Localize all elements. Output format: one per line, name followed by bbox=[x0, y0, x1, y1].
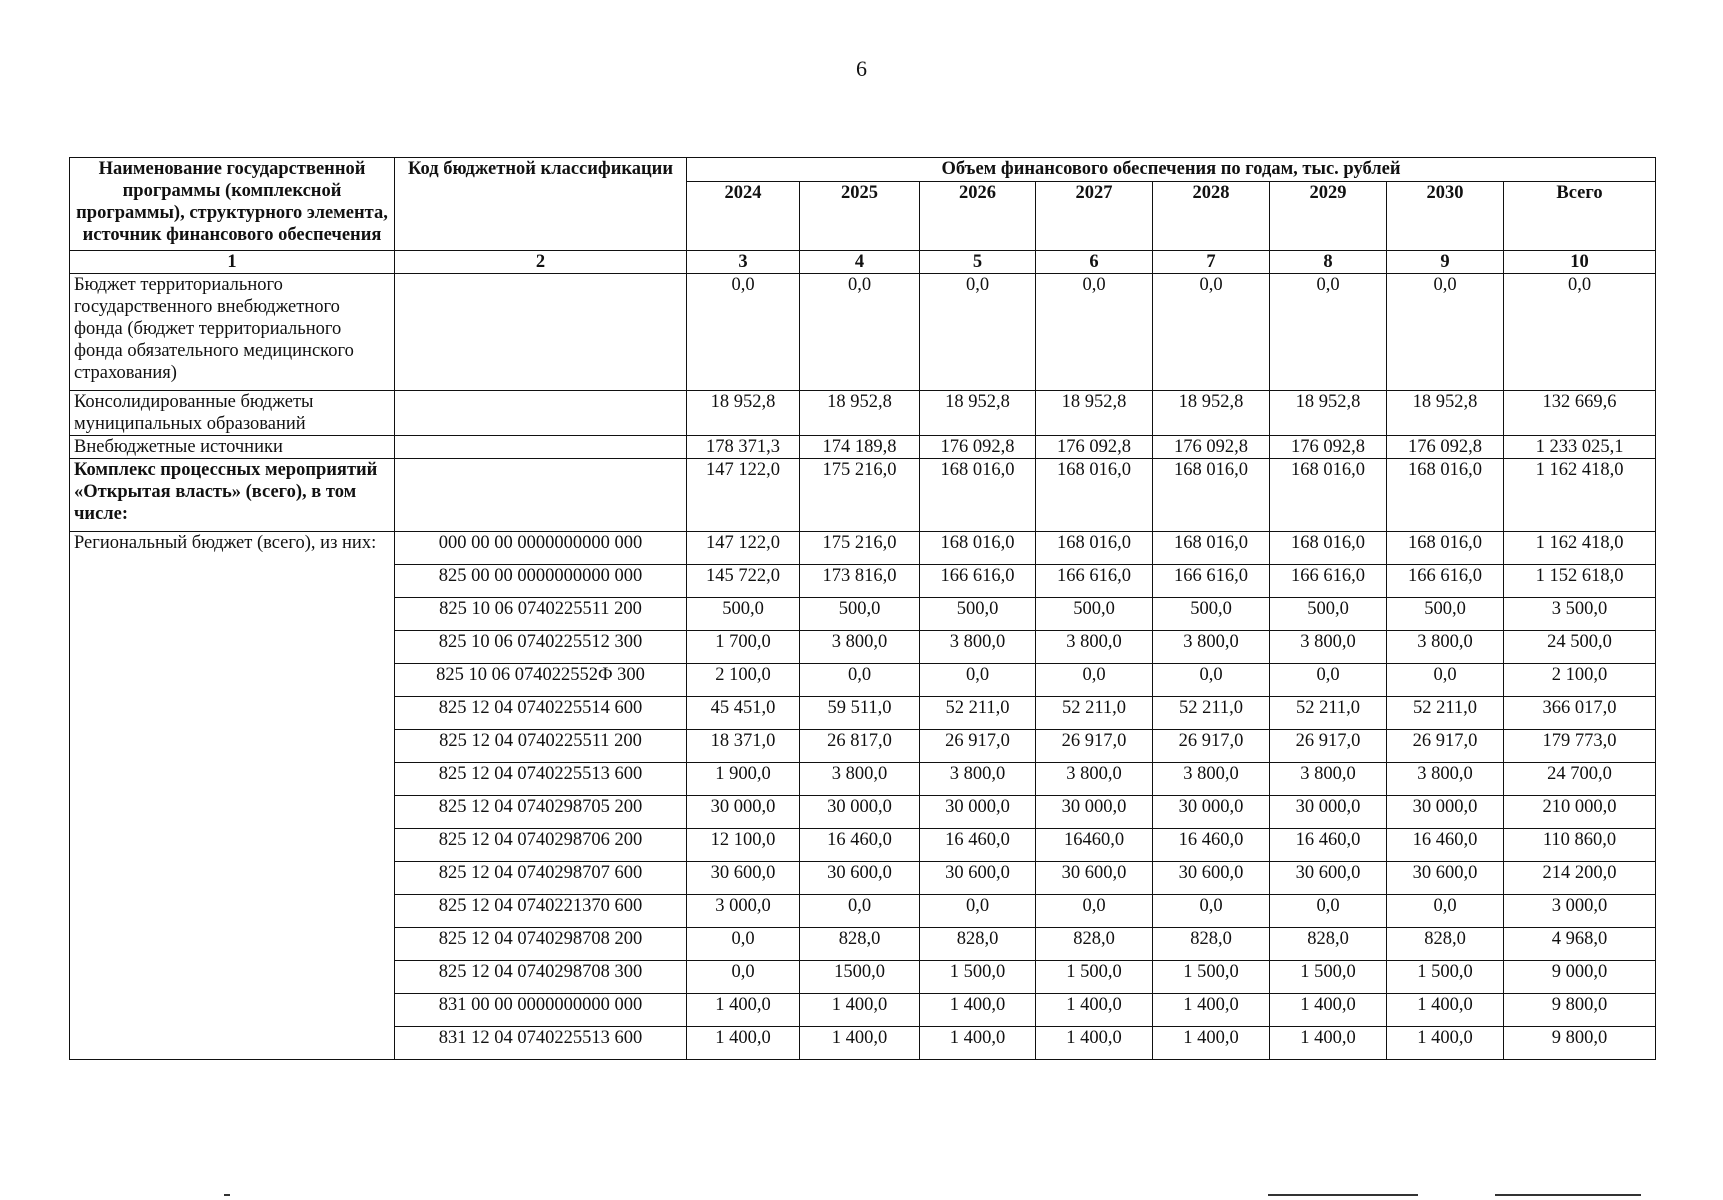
row-value: 52 211,0 bbox=[1270, 697, 1387, 730]
row-value: 210 000,0 bbox=[1504, 796, 1656, 829]
row-value: 2 100,0 bbox=[687, 664, 800, 697]
row-value: 3 800,0 bbox=[1270, 763, 1387, 796]
row-name: Консолидированные бюджеты муниципальных образований bbox=[70, 391, 395, 436]
row-value: 1 400,0 bbox=[1387, 1027, 1504, 1060]
row-code: 825 12 04 0740298708 300 bbox=[395, 961, 687, 994]
column-number: 10 bbox=[1504, 251, 1656, 274]
row-value: 3 000,0 bbox=[687, 895, 800, 928]
row-value: 16460,0 bbox=[1036, 829, 1153, 862]
row-value: 52 211,0 bbox=[920, 697, 1036, 730]
row-value: 3 800,0 bbox=[1036, 631, 1153, 664]
row-value: 1 400,0 bbox=[1036, 994, 1153, 1027]
footer-mark bbox=[1495, 1194, 1641, 1196]
row-value: 168 016,0 bbox=[1153, 532, 1270, 565]
header-year: 2029 bbox=[1270, 182, 1387, 251]
row-value: 3 000,0 bbox=[1504, 895, 1656, 928]
row-value: 828,0 bbox=[1153, 928, 1270, 961]
row-value: 0,0 bbox=[800, 274, 920, 391]
row-value: 30 000,0 bbox=[920, 796, 1036, 829]
row-value: 500,0 bbox=[920, 598, 1036, 631]
row-value: 166 616,0 bbox=[1153, 565, 1270, 598]
row-value: 26 917,0 bbox=[1387, 730, 1504, 763]
header-total: Всего bbox=[1504, 182, 1656, 251]
row-value: 26 917,0 bbox=[920, 730, 1036, 763]
row-value: 0,0 bbox=[1387, 664, 1504, 697]
row-value: 214 200,0 bbox=[1504, 862, 1656, 895]
row-value: 0,0 bbox=[687, 961, 800, 994]
row-value: 1 400,0 bbox=[1153, 1027, 1270, 1060]
row-value: 173 816,0 bbox=[800, 565, 920, 598]
row-value: 176 092,8 bbox=[1387, 436, 1504, 459]
row-value: 0,0 bbox=[1153, 895, 1270, 928]
row-value: 500,0 bbox=[1153, 598, 1270, 631]
table-row bbox=[70, 391, 1656, 436]
row-code bbox=[395, 274, 687, 391]
row-value: 3 800,0 bbox=[800, 763, 920, 796]
row-value: 168 016,0 bbox=[920, 532, 1036, 565]
header-year: 2025 bbox=[800, 182, 920, 251]
row-value: 147 122,0 bbox=[687, 459, 800, 532]
row-value: 366 017,0 bbox=[1504, 697, 1656, 730]
row-value: 9 000,0 bbox=[1504, 961, 1656, 994]
table-row bbox=[70, 532, 1656, 565]
row-value: 168 016,0 bbox=[1036, 532, 1153, 565]
row-value: 168 016,0 bbox=[1270, 532, 1387, 565]
row-value: 30 000,0 bbox=[1153, 796, 1270, 829]
row-code: 825 10 06 0740225511 200 bbox=[395, 598, 687, 631]
row-value: 18 952,8 bbox=[800, 391, 920, 436]
row-value: 26 817,0 bbox=[800, 730, 920, 763]
row-value: 30 600,0 bbox=[1036, 862, 1153, 895]
row-value: 500,0 bbox=[800, 598, 920, 631]
row-value: 12 100,0 bbox=[687, 829, 800, 862]
row-value: 1 700,0 bbox=[687, 631, 800, 664]
column-number: 6 bbox=[1036, 251, 1153, 274]
row-value: 828,0 bbox=[1270, 928, 1387, 961]
column-number: 9 bbox=[1387, 251, 1504, 274]
page-number: 6 bbox=[856, 56, 867, 81]
row-value: 0,0 bbox=[800, 895, 920, 928]
row-value: 0,0 bbox=[1153, 664, 1270, 697]
row-value: 176 092,8 bbox=[1153, 436, 1270, 459]
column-number: 3 bbox=[687, 251, 800, 274]
row-name: Бюджет территориального государственного внебюджетного фонда (бюджет территориального фонда обязательного медицинского страхования) bbox=[70, 274, 395, 391]
row-value: 0,0 bbox=[1036, 274, 1153, 391]
row-value: 1 400,0 bbox=[920, 994, 1036, 1027]
row-value: 30 600,0 bbox=[800, 862, 920, 895]
row-value: 18 952,8 bbox=[1387, 391, 1504, 436]
row-value: 145 722,0 bbox=[687, 565, 800, 598]
row-value: 168 016,0 bbox=[1387, 459, 1504, 532]
row-code: 825 12 04 0740298706 200 bbox=[395, 829, 687, 862]
row-value: 1 400,0 bbox=[800, 1027, 920, 1060]
row-value: 0,0 bbox=[687, 274, 800, 391]
row-value: 0,0 bbox=[800, 664, 920, 697]
row-code: 825 10 06 0740225512 300 bbox=[395, 631, 687, 664]
header-budget-code: Код бюджетной классификации bbox=[395, 158, 687, 251]
row-value: 3 500,0 bbox=[1504, 598, 1656, 631]
row-value: 30 000,0 bbox=[687, 796, 800, 829]
row-value: 0,0 bbox=[1387, 895, 1504, 928]
footer-marks bbox=[0, 1188, 1723, 1200]
row-value: 166 616,0 bbox=[1036, 565, 1153, 598]
row-value: 175 216,0 bbox=[800, 459, 920, 532]
row-value: 52 211,0 bbox=[1036, 697, 1153, 730]
row-code bbox=[395, 459, 687, 532]
row-value: 178 371,3 bbox=[687, 436, 800, 459]
row-value: 1 500,0 bbox=[1270, 961, 1387, 994]
row-value: 1 500,0 bbox=[920, 961, 1036, 994]
row-code: 825 00 00 0000000000 000 bbox=[395, 565, 687, 598]
row-value: 3 800,0 bbox=[1387, 631, 1504, 664]
row-value: 1 233 025,1 bbox=[1504, 436, 1656, 459]
row-value: 500,0 bbox=[1387, 598, 1504, 631]
row-value: 110 860,0 bbox=[1504, 829, 1656, 862]
row-value: 0,0 bbox=[1036, 664, 1153, 697]
row-value: 30 600,0 bbox=[1387, 862, 1504, 895]
footer-mark bbox=[1268, 1194, 1418, 1196]
row-value: 175 216,0 bbox=[800, 532, 920, 565]
regional-budget-name: Региональный бюджет (всего), из них: bbox=[70, 532, 395, 1060]
row-value: 3 800,0 bbox=[1387, 763, 1504, 796]
row-value: 0,0 bbox=[1153, 274, 1270, 391]
row-value: 1 162 418,0 bbox=[1504, 532, 1656, 565]
row-value: 18 952,8 bbox=[1153, 391, 1270, 436]
row-name: Комплекс процессных мероприятий «Открытая власть» (всего), в том числе: bbox=[70, 459, 395, 532]
row-value: 16 460,0 bbox=[800, 829, 920, 862]
row-value: 166 616,0 bbox=[1387, 565, 1504, 598]
row-value: 26 917,0 bbox=[1153, 730, 1270, 763]
header-program-name: Наименование государственной программы (комплексной программы), структурного элемента, источник финансового обеспечения bbox=[70, 158, 395, 251]
row-value: 3 800,0 bbox=[1153, 763, 1270, 796]
row-value: 18 952,8 bbox=[687, 391, 800, 436]
row-value: 1 500,0 bbox=[1387, 961, 1504, 994]
row-value: 52 211,0 bbox=[1153, 697, 1270, 730]
row-value: 26 917,0 bbox=[1036, 730, 1153, 763]
row-code: 825 10 06 074022552Ф 300 bbox=[395, 664, 687, 697]
row-code bbox=[395, 436, 687, 459]
row-value: 828,0 bbox=[800, 928, 920, 961]
row-value: 24 500,0 bbox=[1504, 631, 1656, 664]
row-value: 1 900,0 bbox=[687, 763, 800, 796]
row-value: 30 000,0 bbox=[1270, 796, 1387, 829]
row-value: 176 092,8 bbox=[1036, 436, 1153, 459]
row-code: 000 00 00 0000000000 000 bbox=[395, 532, 687, 565]
row-value: 30 600,0 bbox=[1270, 862, 1387, 895]
header-years-group: Объем финансового обеспечения по годам, тыс. рублей bbox=[687, 158, 1656, 182]
row-value: 9 800,0 bbox=[1504, 1027, 1656, 1060]
row-value: 3 800,0 bbox=[1270, 631, 1387, 664]
row-value: 2 100,0 bbox=[1504, 664, 1656, 697]
row-code: 825 12 04 0740225514 600 bbox=[395, 697, 687, 730]
row-value: 1 400,0 bbox=[687, 994, 800, 1027]
row-value: 1 400,0 bbox=[1270, 994, 1387, 1027]
row-value: 30 600,0 bbox=[687, 862, 800, 895]
row-value: 30 000,0 bbox=[1387, 796, 1504, 829]
row-value: 24 700,0 bbox=[1504, 763, 1656, 796]
column-number: 7 bbox=[1153, 251, 1270, 274]
row-value: 1 400,0 bbox=[1270, 1027, 1387, 1060]
row-code: 831 12 04 0740225513 600 bbox=[395, 1027, 687, 1060]
row-value: 0,0 bbox=[920, 895, 1036, 928]
row-value: 168 016,0 bbox=[1387, 532, 1504, 565]
header-year: 2027 bbox=[1036, 182, 1153, 251]
row-value: 16 460,0 bbox=[920, 829, 1036, 862]
row-value: 1 400,0 bbox=[687, 1027, 800, 1060]
row-value: 0,0 bbox=[1036, 895, 1153, 928]
row-value: 18 952,8 bbox=[920, 391, 1036, 436]
column-number-row bbox=[70, 251, 1656, 274]
row-value: 168 016,0 bbox=[1153, 459, 1270, 532]
row-value: 1 400,0 bbox=[800, 994, 920, 1027]
column-number: 4 bbox=[800, 251, 920, 274]
row-value: 828,0 bbox=[1036, 928, 1153, 961]
row-value: 0,0 bbox=[1270, 664, 1387, 697]
row-name: Внебюджетные источники bbox=[70, 436, 395, 459]
financing-table bbox=[69, 157, 1656, 1060]
row-value: 45 451,0 bbox=[687, 697, 800, 730]
row-code bbox=[395, 391, 687, 436]
row-value: 18 952,8 bbox=[1036, 391, 1153, 436]
row-value: 1 500,0 bbox=[1153, 961, 1270, 994]
row-value: 30 600,0 bbox=[1153, 862, 1270, 895]
row-value: 3 800,0 bbox=[800, 631, 920, 664]
row-value: 168 016,0 bbox=[1036, 459, 1153, 532]
row-code: 831 00 00 0000000000 000 bbox=[395, 994, 687, 1027]
row-value: 1 152 618,0 bbox=[1504, 565, 1656, 598]
row-value: 168 016,0 bbox=[1270, 459, 1387, 532]
header-year: 2028 bbox=[1153, 182, 1270, 251]
row-code: 825 12 04 0740298708 200 bbox=[395, 928, 687, 961]
column-number: 1 bbox=[70, 251, 395, 274]
header-year: 2030 bbox=[1387, 182, 1504, 251]
row-value: 166 616,0 bbox=[1270, 565, 1387, 598]
footer-mark bbox=[224, 1194, 230, 1196]
row-value: 147 122,0 bbox=[687, 532, 800, 565]
row-value: 0,0 bbox=[1387, 274, 1504, 391]
row-value: 18 952,8 bbox=[1270, 391, 1387, 436]
row-value: 176 092,8 bbox=[920, 436, 1036, 459]
row-value: 174 189,8 bbox=[800, 436, 920, 459]
column-number: 8 bbox=[1270, 251, 1387, 274]
row-value: 828,0 bbox=[920, 928, 1036, 961]
row-value: 3 800,0 bbox=[1036, 763, 1153, 796]
header-year: 2024 bbox=[687, 182, 800, 251]
row-code: 825 12 04 0740225511 200 bbox=[395, 730, 687, 763]
table-row bbox=[70, 436, 1656, 459]
row-value: 16 460,0 bbox=[1270, 829, 1387, 862]
row-value: 16 460,0 bbox=[1153, 829, 1270, 862]
row-value: 828,0 bbox=[1387, 928, 1504, 961]
row-value: 9 800,0 bbox=[1504, 994, 1656, 1027]
table-row bbox=[70, 459, 1656, 532]
row-code: 825 12 04 0740298707 600 bbox=[395, 862, 687, 895]
row-value: 3 800,0 bbox=[920, 631, 1036, 664]
row-value: 1 400,0 bbox=[1387, 994, 1504, 1027]
row-value: 132 669,6 bbox=[1504, 391, 1656, 436]
row-value: 1500,0 bbox=[800, 961, 920, 994]
row-value: 0,0 bbox=[1270, 274, 1387, 391]
row-value: 0,0 bbox=[687, 928, 800, 961]
row-value: 179 773,0 bbox=[1504, 730, 1656, 763]
row-value: 3 800,0 bbox=[1153, 631, 1270, 664]
row-value: 30 000,0 bbox=[1036, 796, 1153, 829]
row-value: 3 800,0 bbox=[920, 763, 1036, 796]
column-number: 5 bbox=[920, 251, 1036, 274]
row-value: 30 600,0 bbox=[920, 862, 1036, 895]
row-value: 176 092,8 bbox=[1270, 436, 1387, 459]
row-value: 59 511,0 bbox=[800, 697, 920, 730]
row-value: 0,0 bbox=[1504, 274, 1656, 391]
row-code: 825 12 04 0740225513 600 bbox=[395, 763, 687, 796]
row-value: 0,0 bbox=[920, 274, 1036, 391]
row-value: 0,0 bbox=[1270, 895, 1387, 928]
row-value: 500,0 bbox=[1270, 598, 1387, 631]
row-value: 168 016,0 bbox=[920, 459, 1036, 532]
row-value: 1 400,0 bbox=[1036, 1027, 1153, 1060]
row-value: 0,0 bbox=[920, 664, 1036, 697]
row-value: 26 917,0 bbox=[1270, 730, 1387, 763]
row-value: 1 162 418,0 bbox=[1504, 459, 1656, 532]
row-code: 825 12 04 0740298705 200 bbox=[395, 796, 687, 829]
row-value: 500,0 bbox=[1036, 598, 1153, 631]
header-year: 2026 bbox=[920, 182, 1036, 251]
table-row bbox=[70, 274, 1656, 391]
row-value: 16 460,0 bbox=[1387, 829, 1504, 862]
row-value: 1 500,0 bbox=[1036, 961, 1153, 994]
row-value: 30 000,0 bbox=[800, 796, 920, 829]
row-value: 1 400,0 bbox=[1153, 994, 1270, 1027]
column-number: 2 bbox=[395, 251, 687, 274]
row-value: 18 371,0 bbox=[687, 730, 800, 763]
row-value: 500,0 bbox=[687, 598, 800, 631]
row-value: 4 968,0 bbox=[1504, 928, 1656, 961]
row-value: 1 400,0 bbox=[920, 1027, 1036, 1060]
row-code: 825 12 04 0740221370 600 bbox=[395, 895, 687, 928]
row-value: 52 211,0 bbox=[1387, 697, 1504, 730]
row-value: 166 616,0 bbox=[920, 565, 1036, 598]
